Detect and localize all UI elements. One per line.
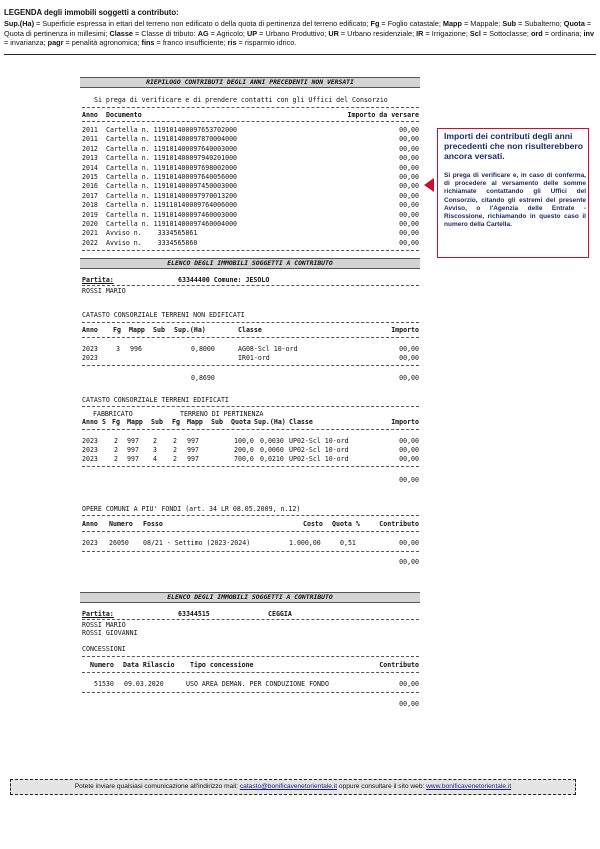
hdr-fosso: Fosso — [143, 520, 163, 528]
cell-fg: 3 — [116, 345, 120, 353]
hdr-importo: Importo — [391, 418, 419, 426]
legend-desc: = Subalterno; — [516, 19, 564, 29]
cell-doc: Cartella n. 119101400097640003000 — [106, 144, 238, 153]
group-terreno: TERRENO DI PERTINENZA — [180, 410, 264, 418]
concessioni-row — [82, 680, 419, 688]
edificati-group-row — [82, 410, 419, 418]
owner-name: ROSSI GIOVANNI — [82, 629, 138, 637]
cell-anno: 2012 — [82, 144, 98, 153]
table-row — [82, 145, 419, 153]
cell-doc: Cartella n. 119101400097653702000 — [106, 126, 238, 134]
cell-classe: AG08-Scl 10-ord — [238, 345, 298, 353]
cell-doc: Cartella n. 119101400097460003000 — [106, 210, 238, 219]
footer-text: oppure consultare il sito web: — [337, 783, 427, 790]
hdr-mapp: Mapp — [129, 326, 145, 334]
cell-contributo: 00,00 — [399, 539, 419, 547]
cell-anno: 2021 — [82, 229, 98, 238]
opere-title: OPERE COMUNI A PIU' FONDI (art. 34 LR 08.05.2009, n.12) — [82, 505, 301, 513]
total-contributo: 00,00 — [399, 558, 419, 566]
hdr-fg2: Fg — [172, 418, 180, 426]
cell-anno: 2014 — [82, 163, 98, 172]
cell-importo: 00,00 — [399, 238, 419, 247]
hdr-quota: Quota — [231, 418, 251, 426]
cell-importo: 00,00 — [399, 154, 419, 163]
cell-doc: Cartella n. 119101400097460004000 — [106, 220, 238, 228]
cell-sub: 3 — [153, 445, 157, 454]
partita-row — [82, 610, 419, 618]
legend-abbr: Fg — [370, 19, 380, 29]
cell-anno: 2023 — [82, 454, 98, 463]
hdr-numero: Numero — [109, 520, 133, 528]
cell-anno: 2023 — [82, 445, 98, 454]
legend-abbr: UR — [328, 28, 339, 38]
opere-header — [82, 520, 419, 528]
cell-importo: 00,00 — [399, 437, 419, 445]
table-row — [82, 437, 419, 445]
total-contributo: 00,00 — [399, 700, 419, 708]
cell-mapp: 997 — [127, 445, 139, 454]
cell-importo: 00,00 — [399, 220, 419, 228]
cell-anno: 2011 — [82, 126, 98, 134]
cell-costo: 1.000,00 — [289, 539, 321, 547]
divider — [82, 337, 419, 338]
partita-value: 63344515 — [178, 610, 210, 618]
table-row — [82, 220, 419, 228]
hdr-anno: Anno — [82, 520, 98, 528]
divider — [82, 466, 419, 467]
cell-mapp: 997 — [127, 454, 139, 463]
table-row — [82, 229, 419, 237]
cell-importo: 00,00 — [399, 173, 419, 181]
cell-mapp2: 997 — [187, 437, 199, 445]
cell-importo: 00,00 — [399, 229, 419, 238]
col-anno: Anno — [82, 111, 98, 119]
legend-abbr: AG — [197, 28, 209, 38]
legend-desc: = franco insufficiente; — [154, 38, 228, 48]
cell-mapp: 997 — [127, 437, 139, 445]
cell-anno: 2020 — [82, 220, 98, 228]
total-importo: 00,00 — [399, 374, 419, 382]
opere-title-row — [82, 505, 419, 513]
cell-fosso: 08/21 - Settimo (2023-2024) — [143, 539, 251, 547]
hdr-classe: Classe — [238, 326, 262, 334]
legend-abbr: inv — [583, 28, 595, 38]
hdr-sup: Sup.(Ha) — [174, 326, 206, 334]
divider — [82, 322, 419, 323]
callout-body: Si prega di verificare e, in caso di conferma, di procedere al versamento delle somme richiamate contattando gli Uffici del Consorzio, citando gli estremi del presente Avviso, o l'Agenzia delle Entrate - Riscossione, richiamando in questo caso il numero della Cartella. — [444, 171, 586, 229]
legend-desc: = Urbano Produttivo; — [257, 28, 329, 38]
non-edificati-title: CATASTO CONSORZIALE TERRENI NON EDIFICATI — [82, 311, 245, 319]
legend-abbr: ris — [227, 38, 237, 48]
divider — [82, 250, 419, 251]
cell-sup: 0,0030 — [260, 437, 284, 445]
owner-name: ROSSI MARIO — [82, 621, 126, 629]
edificati-title: CATASTO CONSORZIALE TERRENI EDIFICATI — [82, 396, 229, 404]
col-importo: Importo da versare — [347, 111, 419, 119]
cell-anno: 2016 — [82, 182, 98, 191]
cell-fg2: 2 — [173, 454, 177, 463]
non-edificati-total — [82, 374, 419, 382]
edificati-total — [82, 476, 419, 484]
hdr-s: S — [102, 418, 106, 426]
cell-anno: 2017 — [82, 191, 98, 200]
table-row — [82, 446, 419, 454]
table-row — [82, 135, 419, 143]
hdr-data: Data Rilascio — [123, 661, 175, 669]
riepilogo-band: RIEPILOGO CONTRIBUTI DEGLI ANNI PRECEDENTI NON VERSATI — [80, 77, 420, 88]
cell-sup: 0,0060 — [260, 445, 284, 454]
total-sup: 0,8690 — [191, 374, 215, 382]
legend-desc: = Superficie espressa in ettari del terreno non edificato o della quota di pertinenza del terreno edificato; — [34, 19, 371, 29]
cell-doc: Cartella n. 119101400097698002000 — [106, 163, 238, 172]
cell-data: 09.03.2020 — [124, 680, 164, 688]
footer-website-link[interactable]: www.bonificavenetorientale.it — [426, 783, 512, 790]
legend-abbr: fins — [141, 38, 155, 48]
cell-anno: 2019 — [82, 210, 98, 219]
cell-doc: Cartella n. 119101400097940201000 — [106, 154, 238, 163]
table-row — [82, 239, 419, 247]
legend-divider — [4, 54, 596, 55]
table-row — [82, 354, 419, 362]
cell-anno: 2022 — [82, 238, 98, 247]
cell-importo: 00,00 — [399, 163, 419, 172]
legend-abbr: Quota — [563, 19, 585, 29]
legend-abbr: IR — [416, 28, 424, 38]
legend-abbr: ord — [530, 28, 543, 38]
cell-importo: 00,00 — [399, 144, 419, 153]
legend-body — [4, 19, 596, 47]
cell-importo: 00,00 — [399, 345, 419, 353]
hdr-sup: Sup.(Ha) — [254, 418, 286, 426]
cell-doc: Cartella n. 119101400097640056000 — [106, 173, 238, 181]
elenco-band: ELENCO DEGLI IMMOBILI SOGGETTI A CONTRIBUTO — [80, 258, 420, 269]
concessioni-title-row — [82, 645, 419, 653]
cell-doc: Cartella n. 119110140009764006000 — [106, 201, 238, 210]
cell-tipo: USO AREA DEMAN. PER CONDUZIONE FONDO — [186, 680, 329, 688]
cell-importo: 00,00 — [399, 353, 419, 362]
divider — [82, 672, 419, 673]
legend-desc: = Agricolo; — [208, 28, 247, 38]
cell-doc: Avviso n. 3334565861 — [106, 229, 198, 238]
cell-sub: 2 — [153, 437, 157, 445]
legend-abbr: Mapp — [442, 19, 462, 29]
legend-desc: = risparmio idrico. — [236, 38, 297, 48]
cell-anno: 2023 — [82, 353, 98, 362]
hdr-sub2: Sub — [211, 418, 223, 426]
legend-abbr: Scl — [469, 28, 481, 38]
footer-text: Potete inviare qualsiasi comunicazione all'indirizzo mail: — [74, 783, 240, 790]
cell-doc: Cartella n. 119101400097450003000 — [106, 182, 238, 191]
hdr-mapp2: Mapp — [187, 418, 203, 426]
cell-anno: 2013 — [82, 154, 98, 163]
partita-label: Partita: — [82, 610, 114, 618]
cell-contributo: 00,00 — [399, 680, 419, 688]
hdr-numero: Numero — [90, 661, 114, 669]
footer-bar — [10, 779, 576, 795]
non-edificati-title-row — [82, 311, 419, 319]
cell-numero: 51530 — [94, 680, 114, 688]
cell-importo: 00,00 — [399, 201, 419, 210]
divider — [82, 656, 419, 657]
cell-quota: 700,0 — [234, 454, 254, 463]
table-row — [82, 345, 419, 353]
divider — [82, 515, 419, 516]
legend-desc: = invarianza; — [4, 38, 48, 48]
riepilogo-header — [82, 111, 419, 119]
partita-comune: CEGGIA — [268, 610, 292, 618]
cell-fg2: 2 — [173, 437, 177, 445]
opere-row — [82, 539, 419, 547]
callout-heading: Importi dei contributi degli anni precedenti che non risulterebbero ancora versati. — [444, 131, 583, 162]
table-row — [82, 201, 419, 209]
divider — [82, 285, 419, 286]
cell-doc: Avviso n. 3334565860 — [106, 238, 198, 247]
cell-numero: 26050 — [109, 539, 129, 547]
legend — [4, 8, 596, 48]
divider — [82, 531, 419, 532]
cell-classe: UP02-Scl 10-ord — [289, 445, 349, 454]
cell-importo: 00,00 — [399, 445, 419, 454]
divider — [82, 551, 419, 552]
hdr-contributo: Contributo — [379, 520, 419, 528]
cell-importo: 00,00 — [399, 454, 419, 463]
cell-anno: 2011 — [82, 135, 98, 144]
cell-anno: 2023 — [82, 437, 98, 445]
legend-abbr: UP — [246, 28, 258, 38]
cell-importo: 00,00 — [399, 135, 419, 144]
elenco-band: ELENCO DEGLI IMMOBILI SOGGETTI A CONTRIBUTO — [80, 592, 420, 603]
table-row — [82, 164, 419, 172]
owner-row — [82, 287, 419, 295]
riepilogo-notice: Si prega di verificare e di prendere contatti con gli Uffici del Consorzio — [94, 96, 388, 104]
opere-total — [82, 558, 419, 566]
callout-box — [437, 128, 589, 258]
legend-abbr: pagr — [47, 38, 64, 48]
cell-fg: 2 — [114, 445, 118, 454]
legend-abbr: Sub — [502, 19, 517, 29]
table-row — [82, 192, 419, 200]
concessioni-title: CONCESSIONI — [82, 645, 126, 653]
legend-desc: = ordinaria; — [542, 28, 584, 38]
legend-abbr: Classe — [109, 28, 133, 38]
hdr-anno: Anno — [82, 326, 98, 334]
owner-name: ROSSI MARIO — [82, 287, 126, 295]
table-row — [82, 182, 419, 190]
cell-importo: 00,00 — [399, 182, 419, 191]
cell-importo: 00,00 — [399, 126, 419, 134]
non-edificati-header — [82, 326, 419, 334]
cell-anno: 2018 — [82, 201, 98, 210]
hdr-fg: Fg — [113, 326, 121, 334]
cell-mapp2: 997 — [187, 445, 199, 454]
divider — [82, 692, 419, 693]
hdr-mapp: Mapp — [127, 418, 143, 426]
cell-fg: 2 — [114, 454, 118, 463]
hdr-quota: Quota % — [332, 520, 360, 528]
group-fabbricato: FABBRICATO — [93, 410, 133, 418]
cell-sup: 0,8000 — [191, 345, 215, 353]
cell-fg: 2 — [114, 437, 118, 445]
table-row — [82, 173, 419, 181]
cell-sup: 0,0210 — [260, 454, 284, 463]
legend-desc: = Quota di pertinenza in millesimi; — [4, 19, 592, 38]
divider — [82, 107, 419, 108]
table-row — [82, 455, 419, 463]
hdr-costo: Costo — [303, 520, 323, 528]
hdr-tipo: Tipo concessione — [190, 661, 254, 669]
divider — [82, 406, 419, 407]
divider — [82, 121, 419, 122]
hdr-contributo: Contributo — [379, 661, 419, 669]
edificati-title-row — [82, 396, 419, 404]
divider — [82, 429, 419, 430]
cell-mapp: 996 — [130, 345, 142, 353]
cell-anno: 2015 — [82, 173, 98, 181]
hdr-classe: Classe — [289, 418, 313, 426]
legend-desc: = Urbano residenziale; — [338, 28, 417, 38]
cell-quota: 0,51 — [340, 539, 356, 547]
cell-sub: 4 — [153, 454, 157, 463]
cell-importo: 00,00 — [399, 191, 419, 200]
cell-doc: Cartella n. 119101400097870004000 — [106, 135, 238, 144]
partita-row — [82, 276, 419, 284]
legend-desc: = Foglio catastale; — [379, 19, 443, 29]
owner-row — [82, 629, 419, 637]
hdr-importo: Importo — [391, 326, 419, 334]
owner-row — [82, 621, 419, 629]
legend-desc: = Mappale; — [461, 19, 503, 29]
cell-doc: Cartella n. 119101400097970013200 — [106, 191, 238, 200]
hdr-sub: Sub — [151, 418, 163, 426]
partita-label: Partita: — [82, 276, 114, 284]
legend-desc: = Sottoclasse; — [480, 28, 531, 38]
hdr-sub: Sub — [153, 326, 165, 334]
cell-quota: 200,0 — [234, 445, 254, 454]
hdr-fg: Fg — [112, 418, 120, 426]
cell-importo: 00,00 — [399, 210, 419, 219]
footer-email-link[interactable]: catasto@bonificavenetorientale.it — [239, 783, 338, 790]
col-documento: Documento — [106, 111, 142, 119]
concessioni-header — [82, 661, 419, 669]
table-row — [82, 211, 419, 219]
cell-anno: 2023 — [82, 539, 98, 547]
edificati-header — [82, 418, 419, 426]
hdr-anno: Anno — [82, 418, 98, 426]
cell-anno: 2023 — [82, 345, 98, 353]
legend-abbr: Sup.(Ha) — [4, 19, 34, 29]
cell-classe: UP02-Scl 10-ord — [289, 437, 349, 445]
cell-mapp2: 997 — [187, 454, 199, 463]
cell-fg2: 2 — [173, 445, 177, 454]
total-importo: 00,00 — [399, 476, 419, 484]
cell-quota: 100,0 — [234, 437, 254, 445]
divider — [82, 365, 419, 366]
cell-classe: UP02-Scl 10-ord — [289, 454, 349, 463]
legend-title: LEGENDA degli immobili soggetti a contributo: — [4, 8, 179, 17]
concessioni-total — [82, 700, 419, 708]
legend-desc: = Irrigazione; — [423, 28, 470, 38]
partita-value: 63344400 Comune: JESOLO — [178, 276, 270, 284]
divider — [82, 619, 419, 620]
legend-desc: = Classe di tributo: — [132, 28, 198, 38]
legend-desc: = penalità agronomica; — [63, 38, 142, 48]
table-row — [82, 154, 419, 162]
cell-classe: IR01-ord — [238, 353, 270, 362]
callout-arrow-icon — [424, 178, 434, 192]
table-row — [82, 126, 419, 134]
